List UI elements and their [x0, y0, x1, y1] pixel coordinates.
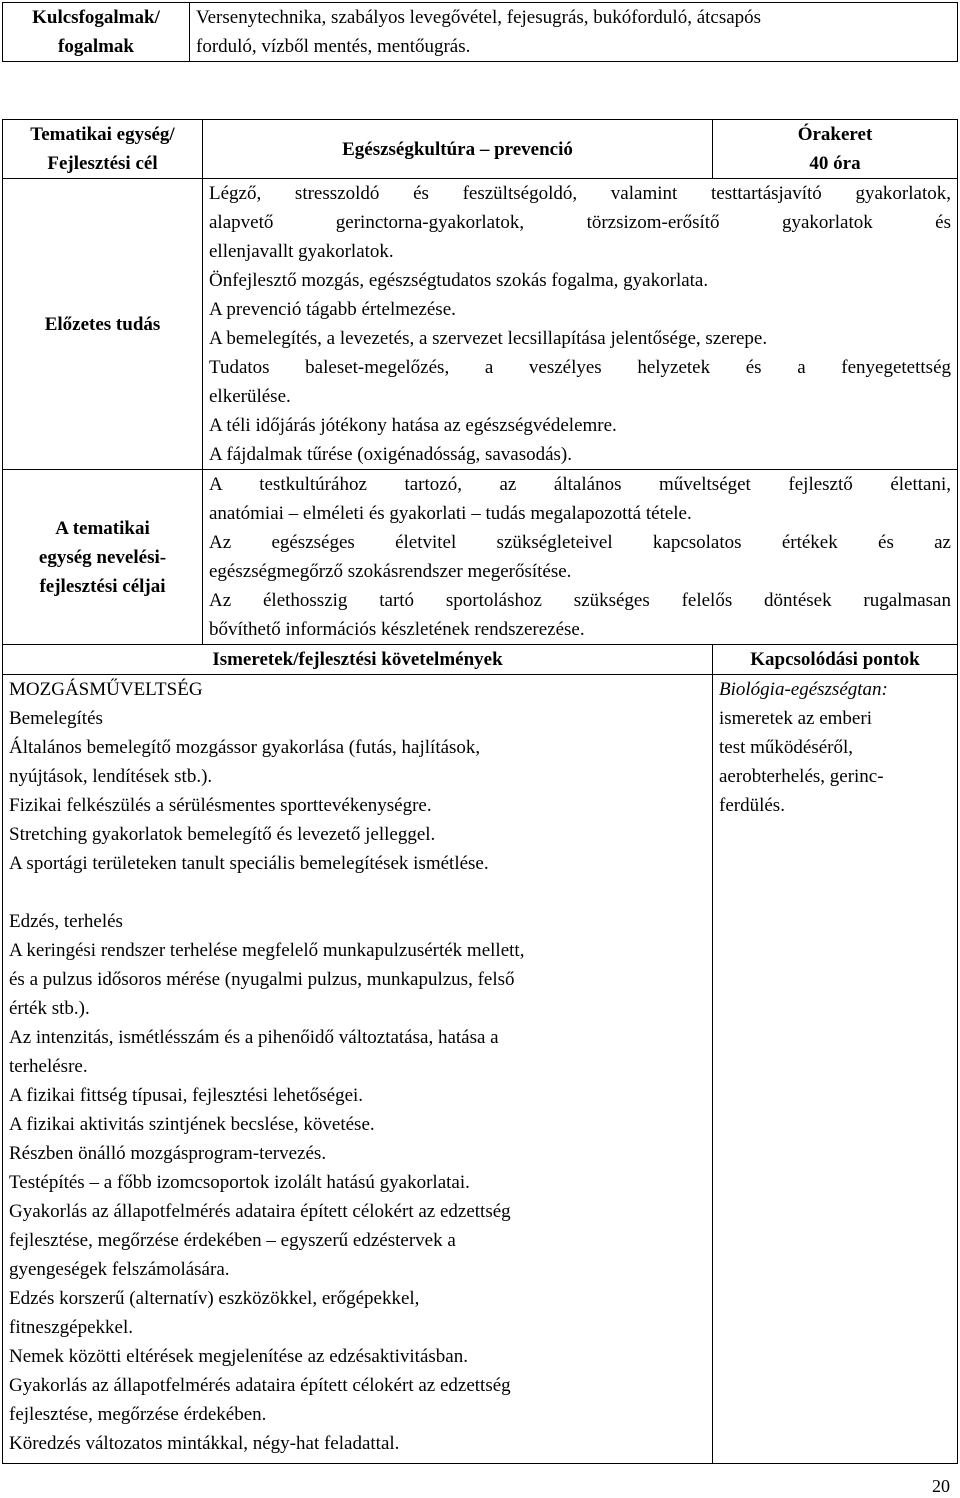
connections-subject: Biológia-egészségtan: — [719, 679, 888, 700]
hours-value: 40 óra — [809, 153, 861, 174]
prior-knowledge-content: Légző, stresszoldó és feszültségoldó, valamint testtartásjavító gyakorlatok, alapvető gerinctorna-gyakorlatok, törzsizom-erősítő gyakorlatok és ellenjavallt gyakorlatok. Önfejlesztő mozgás, egészségtudatos szokás fogalma, gyakorlata. A prevenció tágabb értelmezése. A bemelegítés, a levezetés, a szervezet lecsillapítása jelentősége, szerepe. Tudatos baleset-megelőzés, a veszélyes helyzetek és a fenyegetettség elkerülése. A téli időjárás jótékony hatása az egészségvédelemre. A fájdalmak tűrése (oxigénadósság, savasodás). — [203, 179, 958, 470]
prior-knowledge-label: Előzetes tudás — [3, 179, 203, 470]
keywords-table — [2, 2, 958, 62]
hours-label: Órakeret — [797, 124, 873, 145]
requirements-header-row — [3, 645, 958, 675]
keywords-content: Versenytechnika, szabályos levegővétel, fejesugrás, bukóforduló, átcsapós forduló, vízből mentés, mentőugrás. — [190, 3, 958, 62]
keywords-label: Kulcsfogalmak/ fogalmak — [3, 3, 190, 62]
prior-knowledge-row — [3, 179, 958, 470]
connections-header: Kapcsolódási pontok — [713, 645, 958, 675]
goals-row — [3, 470, 958, 645]
requirements-content: MOZGÁSMŰVELTSÉG Bemelegítés Általános bemelegítő mozgássor gyakorlása (futás, hajlítások, nyújtások, lendítések stb.). Fizikai felkészülés a sérülésmentes sporttevékenységre. Stretching gyakorlatok bemelegítő és levezető jelleggel. A sportági területeken tanult speciális bemelegítések ismétlése. Edzés, terhelés A keringési rendszer terhelése megfelelő munkapulzusérték mellett, és a pulzus idősoros mérése (nyugalmi pulzus, munkapulzus, felső érték stb.). Az intenzitás, ismétlésszám és a pihenőidő változtatása, hatása a terhelésre. A fizikai fittség típusai, fejlesztési lehetőségei. A fizikai aktivitás szintjének becslése, követése. Részben önálló mozgásprogram-tervezés. Testépítés – a főbb izomcsoportok izolált hatású gyakorlatai. Gyakorlás az állapotfelmérés adataira épített célokért az edzettség fejlesztése, megőrzése érdekében – egyszerű edzéstervek a gyengeségek felszámolására. Edzés korszerű (alternatív) eszközökkel, erőgépekkel, fitneszgépekkel. Nemek közötti eltérések megjelenítése az edzésaktivitásban. Gyakorlás az állapotfelmérés adataira épített célokért az edzettség fejlesztése, megőrzése érdekében. Köredzés változatos mintákkal, négy-hat feladattal. — [3, 675, 713, 1464]
goals-content: A testkultúrához tartozó, az általános műveltséget fejlesztő élettani, anatómiai – elméleti és gyakorlati – tudás megalapozottá tétele. Az egészséges életvitel szükségleteivel kapcsolatos értékek és az egészségmegőrző szokásrendszer megerősítése. Az élethosszig tartó sportoláshoz szükséges felelős döntések rugalmasan bővíthető információs készletének rendszerezése. — [203, 470, 958, 645]
requirements-row — [3, 675, 958, 1464]
unit-title: Egészségkultúra – prevenció — [203, 120, 713, 179]
page-number: 20 — [932, 1476, 950, 1496]
requirements-header: Ismeretek/fejlesztési követelmények — [3, 645, 713, 675]
goals-label: A tematikai egység nevelési- fejlesztési céljai — [3, 470, 203, 645]
thematic-unit-table — [2, 119, 958, 1464]
unit-label: Tematikai egység/ Fejlesztési cél — [3, 120, 203, 179]
keywords-row — [3, 3, 958, 62]
unit-header-row — [3, 120, 958, 179]
connections-content: Biológia-egészségtan: ismeretek az emberi test működéséről, aerobterhelés, gerinc- ferdülés. — [713, 675, 958, 1464]
hours-box — [713, 120, 958, 179]
